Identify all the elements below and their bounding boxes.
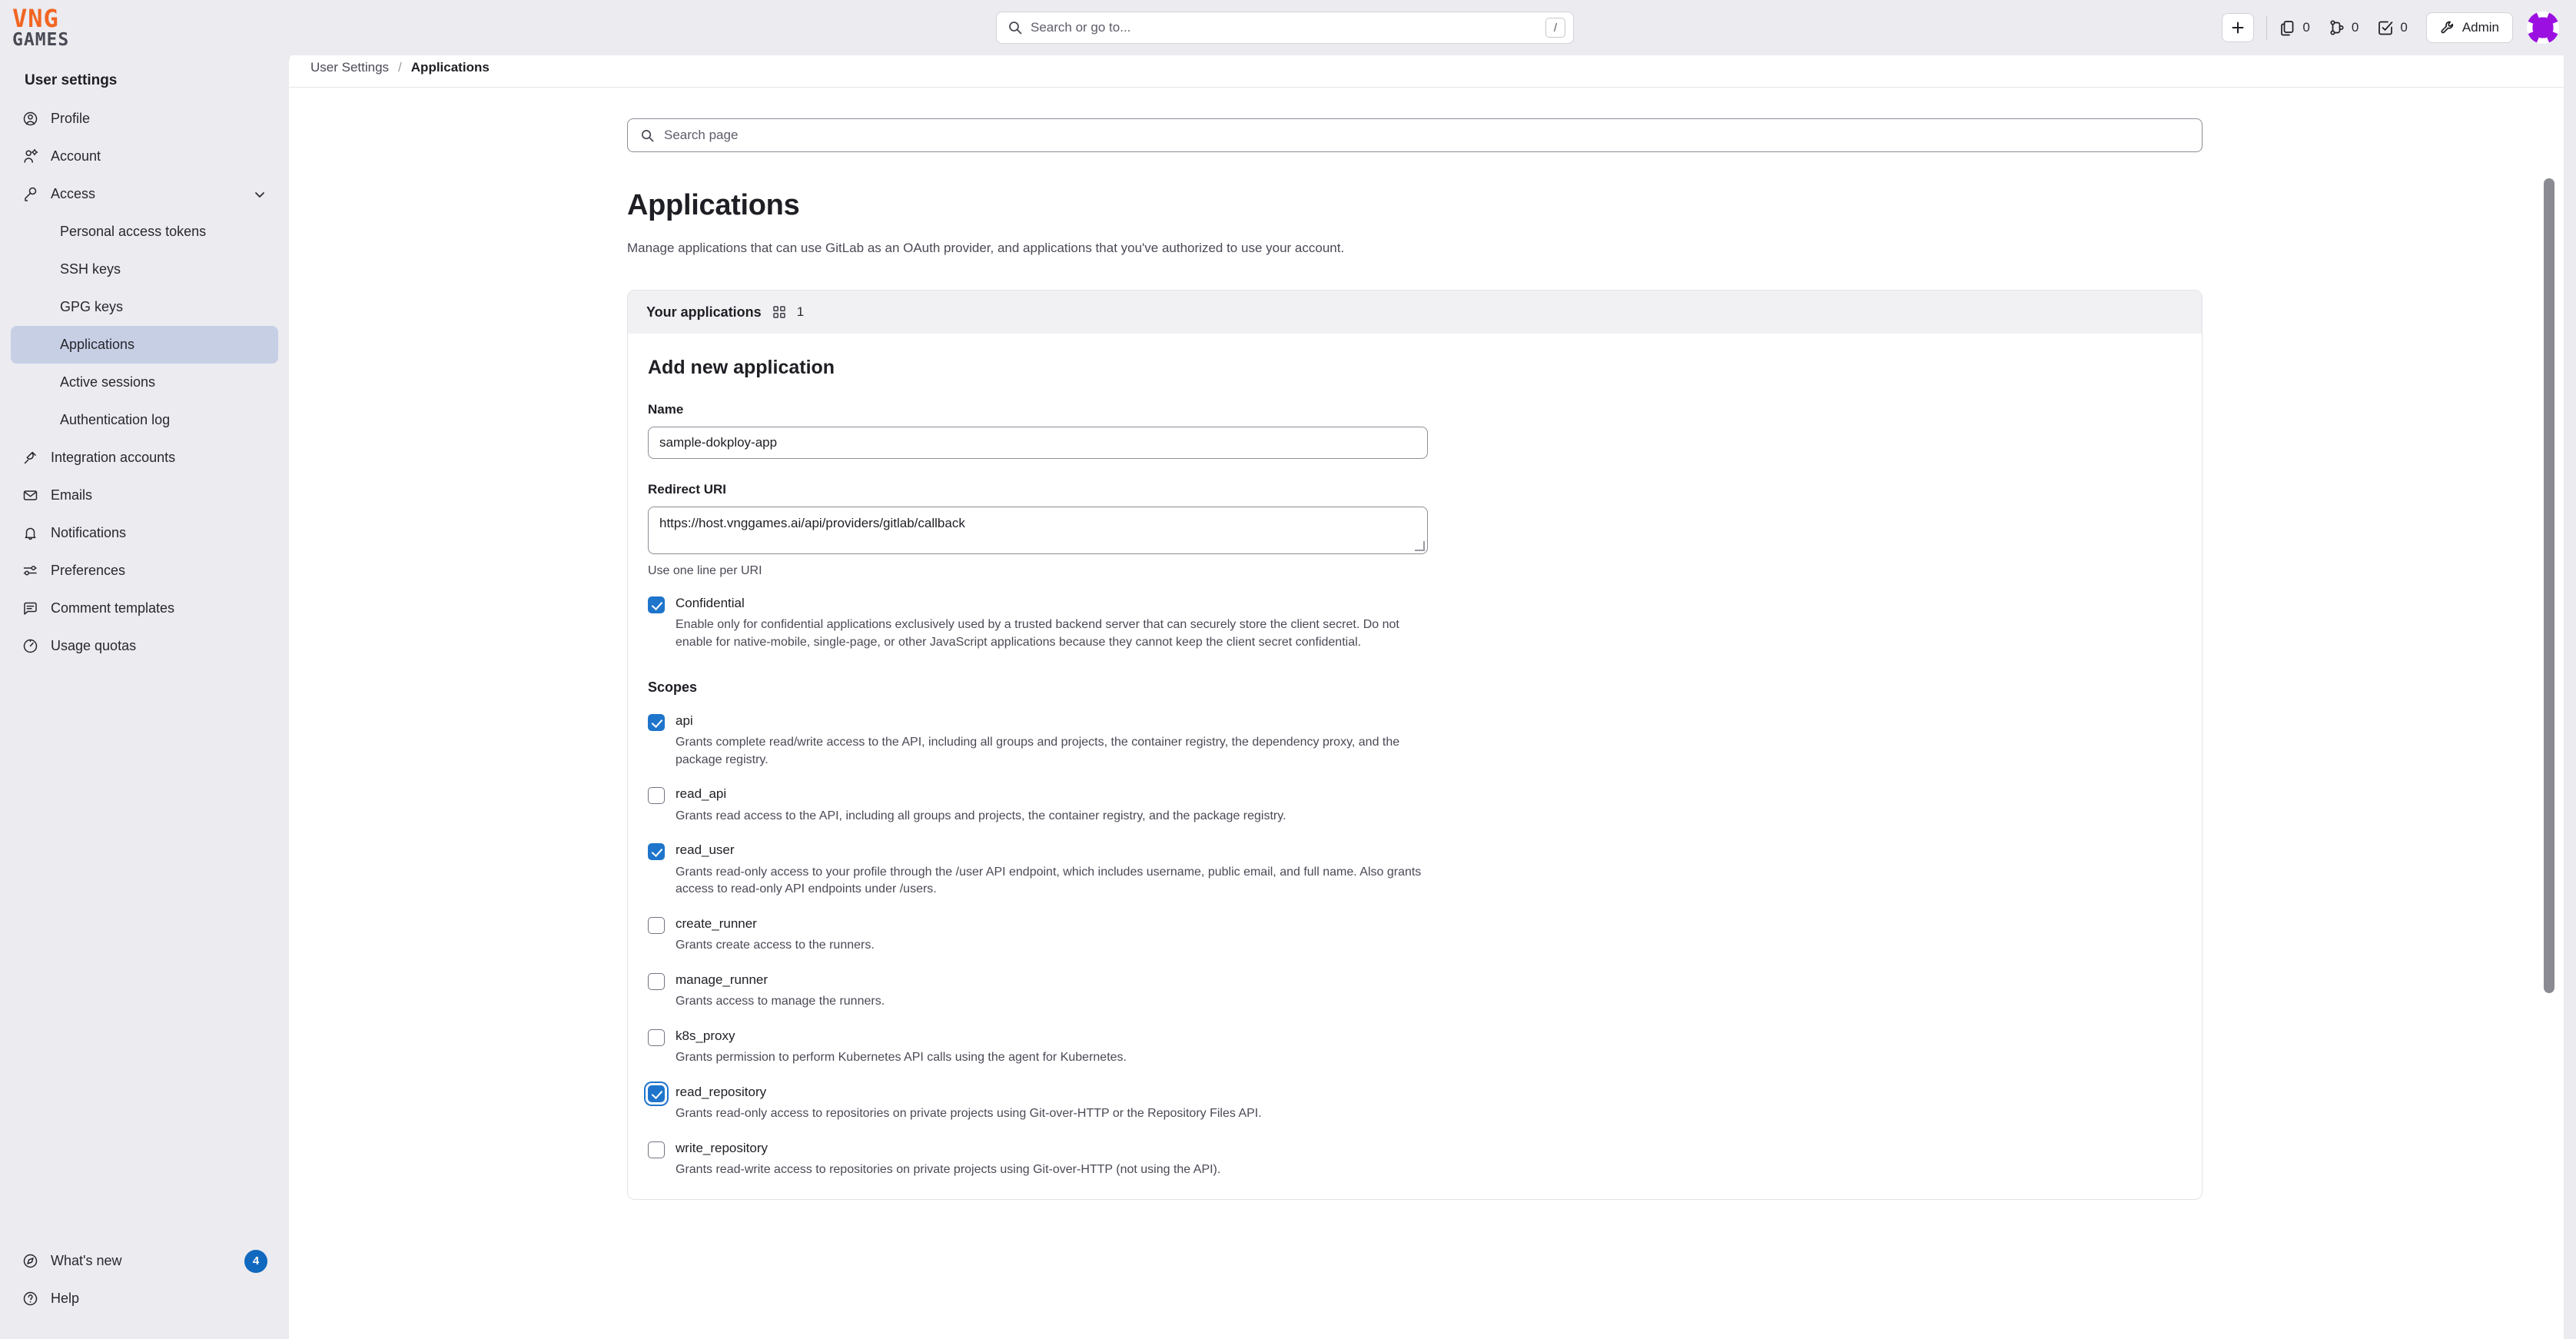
sidebar-item-label: GPG keys bbox=[60, 299, 124, 314]
sidebar-item-help[interactable] bbox=[11, 1280, 278, 1317]
sidebar-item-ssh-keys[interactable] bbox=[11, 251, 278, 288]
search-icon bbox=[640, 128, 655, 143]
name-label: Name bbox=[648, 402, 684, 417]
sliders-icon bbox=[22, 563, 38, 580]
bell-icon bbox=[22, 525, 38, 542]
sidebar-item-account[interactable] bbox=[11, 138, 278, 175]
comment-icon bbox=[22, 600, 38, 617]
chevron-down-icon[interactable] bbox=[252, 187, 267, 202]
sidebar-item-label: Emails bbox=[51, 487, 93, 503]
top-bar bbox=[0, 0, 2576, 55]
scope-text bbox=[676, 972, 2182, 1011]
your-applications-label: Your applications bbox=[646, 304, 762, 320]
sidebar-item-label: Profile bbox=[51, 111, 91, 126]
scope-text bbox=[676, 1028, 2182, 1067]
sidebar-item-integration-accounts[interactable] bbox=[11, 439, 278, 477]
sidebar-item-emails[interactable] bbox=[11, 477, 278, 514]
create-new-button[interactable] bbox=[2222, 13, 2254, 42]
scope-checkbox-create-runner[interactable] bbox=[648, 917, 665, 934]
your-applications-card bbox=[627, 290, 2203, 1200]
brand-logo-line1: VNG bbox=[12, 3, 59, 33]
sidebar-bottom bbox=[0, 1242, 289, 1317]
confidential-row[interactable] bbox=[648, 595, 2182, 652]
page-search-input[interactable] bbox=[627, 118, 2203, 152]
scope-row-read-repository[interactable] bbox=[648, 1084, 2182, 1123]
page-title: Applications bbox=[627, 189, 800, 221]
center-column bbox=[627, 118, 2203, 1200]
plug-icon bbox=[22, 450, 38, 467]
global-search-wrap bbox=[996, 12, 1574, 44]
admin-button[interactable] bbox=[2426, 12, 2513, 43]
redirect-uri-value: https://host.vnggames.ai/api/providers/gitlab/callback bbox=[659, 516, 965, 530]
search-shortcut-badge: / bbox=[1545, 18, 1565, 38]
scope-row-create-runner[interactable] bbox=[648, 915, 2182, 955]
page-search-placeholder: Search page bbox=[664, 128, 739, 142]
scope-text bbox=[676, 713, 2182, 769]
merge-requests-count: 0 bbox=[2351, 20, 2359, 35]
scope-description: Grants read access to the API, including all groups and projects, the container registry, and the package registry. bbox=[676, 809, 1286, 822]
sidebar-item-label: What's new bbox=[51, 1253, 122, 1268]
page-description: Manage applications that can use GitLab as an OAuth provider, and applications that you've authorized to use your account. bbox=[627, 241, 1345, 255]
sidebar-item-access[interactable] bbox=[11, 175, 278, 213]
name-input-value: sample-dokploy-app bbox=[659, 435, 778, 450]
name-input[interactable] bbox=[648, 427, 1428, 459]
scope-description: Grants create access to the runners. bbox=[676, 939, 875, 952]
breadcrumb-root[interactable]: User Settings bbox=[310, 59, 390, 75]
scrollbar-thumb[interactable] bbox=[2544, 178, 2554, 993]
brand-logo[interactable] bbox=[0, 0, 289, 55]
sidebar-item-usage-quotas[interactable] bbox=[11, 627, 278, 665]
sidebar-item-label: Account bbox=[51, 148, 101, 164]
card-body bbox=[628, 334, 2202, 1199]
scope-checkbox-read-user[interactable] bbox=[648, 843, 665, 860]
help-circle-icon bbox=[22, 1291, 38, 1307]
sidebar-item-label: Preferences bbox=[51, 563, 126, 578]
breadcrumb-current: Applications bbox=[410, 59, 490, 75]
sidebar-item-label: Applications bbox=[60, 337, 135, 352]
sidebar-item-label: Comment templates bbox=[51, 600, 175, 616]
scope-label: read_repository bbox=[676, 1084, 767, 1099]
sidebar bbox=[0, 55, 289, 1339]
scope-checkbox-read-api[interactable] bbox=[648, 787, 665, 804]
redirect-uri-label: Redirect URI bbox=[648, 482, 727, 497]
scope-row-write-repository[interactable] bbox=[648, 1140, 2182, 1179]
scope-label: create_runner bbox=[676, 916, 757, 932]
scope-label: read_user bbox=[676, 842, 735, 858]
sidebar-item-notifications[interactable] bbox=[11, 514, 278, 552]
admin-button-label: Admin bbox=[2461, 20, 2499, 35]
scope-row-read-user[interactable] bbox=[648, 842, 2182, 899]
whats-new-badge: 4 bbox=[244, 1250, 267, 1273]
scope-checkbox-manage-runner[interactable] bbox=[648, 973, 665, 990]
sidebar-item-label: Authentication log bbox=[60, 412, 171, 427]
scope-text bbox=[676, 842, 2182, 899]
scope-description: Grants permission to perform Kubernetes API calls using the agent for Kubernetes. bbox=[676, 1051, 1127, 1065]
card-header bbox=[628, 291, 2202, 334]
sidebar-item-label: Access bbox=[51, 186, 96, 201]
brand-logo-line2: GAMES bbox=[12, 29, 70, 50]
sidebar-nav bbox=[0, 100, 289, 665]
scope-label: read_api bbox=[676, 786, 727, 802]
sidebar-item-active-sessions[interactable] bbox=[11, 364, 278, 401]
confidential-checkbox[interactable] bbox=[648, 596, 665, 613]
user-circle-icon bbox=[22, 111, 38, 128]
scope-text bbox=[676, 786, 2182, 825]
issues-counter[interactable] bbox=[2279, 19, 2309, 36]
todos-count: 0 bbox=[2400, 20, 2408, 35]
sidebar-item-profile[interactable] bbox=[11, 100, 278, 138]
merge-requests-counter[interactable] bbox=[2329, 19, 2359, 36]
scope-checkbox-write-repository[interactable] bbox=[648, 1141, 665, 1158]
breadcrumb-separator: / bbox=[398, 59, 402, 75]
sidebar-item-comment-templates[interactable] bbox=[11, 590, 278, 627]
sidebar-item-label: Active sessions bbox=[60, 374, 156, 390]
sidebar-item-authentication-log[interactable] bbox=[11, 401, 278, 439]
scope-description: Grants read-write access to repositories on private projects using Git-over-HTTP (not using the API). bbox=[676, 1163, 1221, 1177]
redirect-uri-hint: Use one line per URI bbox=[648, 564, 762, 577]
applications-count: 1 bbox=[796, 304, 805, 319]
content-panel bbox=[289, 48, 2564, 1339]
confidential-label: Confidential bbox=[676, 596, 745, 610]
sidebar-item-gpg-keys[interactable] bbox=[11, 288, 278, 326]
scope-checkbox-k8s-proxy[interactable] bbox=[648, 1029, 665, 1046]
avatar[interactable] bbox=[2527, 12, 2559, 44]
scope-row-api[interactable] bbox=[648, 713, 2182, 769]
add-new-application-title: Add new application bbox=[648, 357, 835, 378]
panel-body bbox=[289, 88, 2564, 1339]
todos-icon bbox=[2377, 19, 2394, 36]
sidebar-title: User settings bbox=[25, 72, 118, 88]
envelope-icon bbox=[22, 487, 38, 504]
issues-icon bbox=[2279, 19, 2296, 36]
todos-counter[interactable] bbox=[2377, 19, 2407, 36]
scope-label: manage_runner bbox=[676, 972, 768, 987]
scope-description: Grants complete read/write access to the API, including all groups and projects, the container registry, the dependency proxy, and the package registry. bbox=[676, 735, 1400, 766]
sidebar-item-whats-new[interactable] bbox=[11, 1242, 278, 1280]
toolbar-divider bbox=[2266, 15, 2267, 40]
scope-description: Grants read-only access to your profile through the /user API endpoint, which includes username, public email, and full name. Also grants access to read-only API endpoints under /users. bbox=[676, 865, 1422, 896]
scope-description: Grants read-only access to repositories on private projects using Git-over-HTTP or the Repository Files API. bbox=[676, 1107, 1262, 1121]
scope-row-read-api[interactable] bbox=[648, 786, 2182, 825]
sidebar-item-label: Personal access tokens bbox=[60, 224, 207, 239]
scope-description: Grants access to manage the runners. bbox=[676, 995, 885, 1008]
compass-icon bbox=[22, 1253, 38, 1270]
wrench-icon bbox=[2440, 20, 2455, 35]
sidebar-item-label: Help bbox=[51, 1291, 80, 1306]
redirect-uri-textarea[interactable] bbox=[648, 507, 1428, 554]
sidebar-item-applications[interactable] bbox=[11, 326, 278, 364]
sidebar-item-personal-access-tokens[interactable] bbox=[11, 213, 278, 251]
merge-requests-icon bbox=[2329, 19, 2345, 36]
scope-checkbox-api[interactable] bbox=[648, 714, 665, 731]
scope-row-k8s-proxy[interactable] bbox=[648, 1028, 2182, 1067]
sidebar-item-preferences[interactable] bbox=[11, 552, 278, 590]
scope-label: write_repository bbox=[676, 1140, 768, 1155]
issues-count: 0 bbox=[2302, 20, 2310, 35]
scope-text bbox=[676, 1140, 2182, 1179]
scopes-label: Scopes bbox=[648, 679, 698, 695]
scope-label: api bbox=[676, 713, 693, 728]
confidential-text bbox=[676, 595, 2182, 652]
scope-row-manage-runner[interactable] bbox=[648, 972, 2182, 1011]
account-gear-icon bbox=[22, 148, 38, 165]
sidebar-item-label: SSH keys bbox=[60, 261, 121, 277]
vertical-scrollbar[interactable] bbox=[2544, 178, 2554, 1331]
global-search-input[interactable] bbox=[996, 12, 1574, 44]
gauge-icon bbox=[22, 638, 38, 655]
scope-text bbox=[676, 1084, 2182, 1123]
confidential-description: Enable only for confidential applications exclusively used by a trusted backend server that can securely store the client secret. Do not enable for native-mobile, single-page, or other JavaScript applications because they cannot keep the client secret confidential. bbox=[676, 618, 1399, 649]
global-search-placeholder: Search or go to... bbox=[1031, 20, 1131, 35]
sidebar-item-label: Integration accounts bbox=[51, 450, 176, 465]
sidebar-item-label: Usage quotas bbox=[51, 638, 137, 653]
top-bar-actions bbox=[2222, 0, 2576, 55]
key-icon bbox=[22, 186, 38, 203]
scope-checkbox-read-repository[interactable] bbox=[648, 1085, 665, 1102]
scope-text bbox=[676, 915, 2182, 955]
sidebar-item-label: Notifications bbox=[51, 525, 127, 540]
applications-grid-icon bbox=[772, 305, 786, 319]
search-icon bbox=[1007, 20, 1023, 35]
scope-label: k8s_proxy bbox=[676, 1028, 735, 1043]
